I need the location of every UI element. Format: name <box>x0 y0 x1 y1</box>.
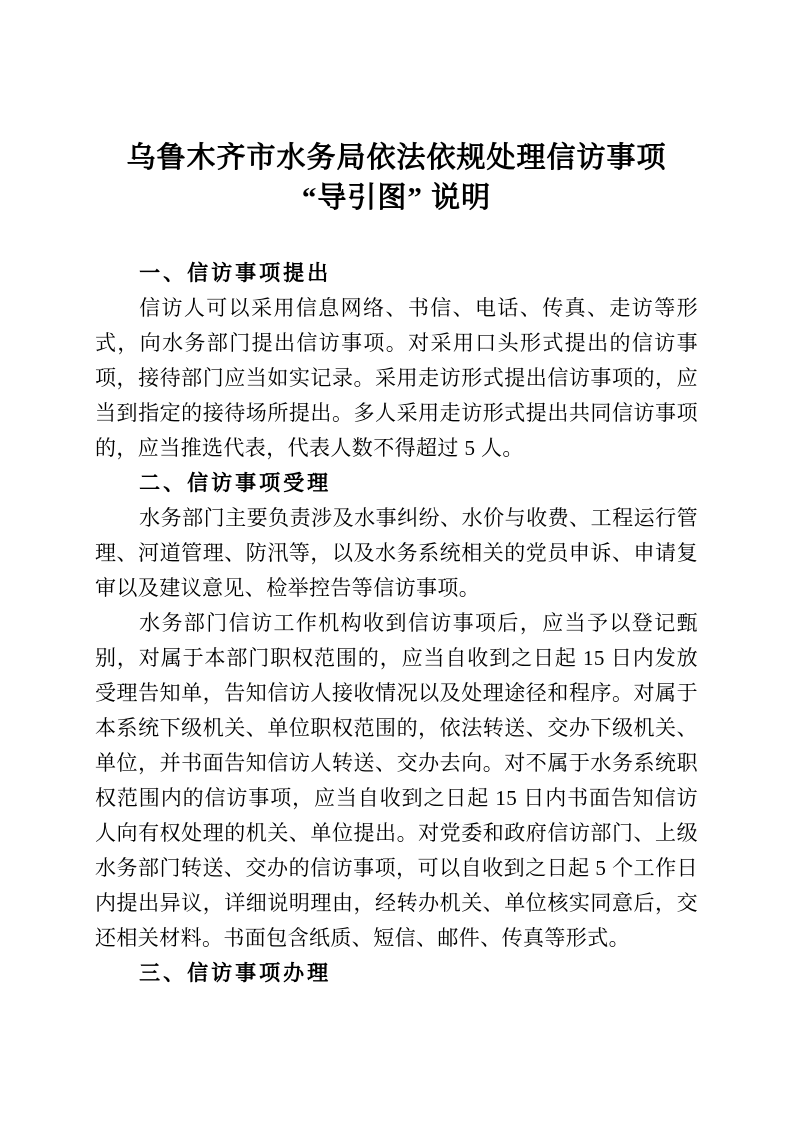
title-line-1: 乌鲁木齐市水务局依法依规处理信访事项 <box>126 142 667 174</box>
section-heading-3: 三、信访事项办理 <box>139 962 332 985</box>
body-paragraph: 信访人可以采用信息网络、书信、电话、传真、走访等形式，向水务部门提出信访事项。对采用口头形式提出的信访事项，接待部门应当如实记录。采用走访形式提出信访事项的，应当到指定的接待场所提出。多人采用走访形式提出共同信访事项的，应当推选代表，代表人数不得超过 5 人。 <box>95 296 698 460</box>
section-heading-2: 二、信访事项受理 <box>139 472 332 495</box>
body-paragraph: 水务部门主要负责涉及水事纠纷、水价与收费、工程运行管理、河道管理、防汛等，以及水务系统相关的党员申诉、申请复审以及建议意见、检举控告等信访事项。 <box>95 506 698 600</box>
document-body <box>95 256 698 991</box>
document-title <box>95 138 698 218</box>
body-paragraph: 水务部门信访工作机构收到信访事项后，应当予以登记甄别，对属于本部门职权范围的，应当自收到之日起 15 日内发放受理告知单，告知信访人接收情况以及处理途径和程序。对属于本系统下级机关、单位职权范围的，依法转送、交办下级机关、单位，并书面告知信访人转送、交办去向。对不属于水务系统职权范围内的信访事项，应当自收到之日起 15 日内书面告知信访人向有权处理的机关、单位提出。对党委和政府信访部门、上级水务部门转送、交办的信访事项，可以自收到之日起 5 个工作日内提出异议，详细说明理由，经转办机关、单位核实同意后，交还相关材料。书面包含纸质、短信、邮件、传真等形式。 <box>95 611 698 950</box>
title-line-2: “导引图” 说明 <box>301 182 492 214</box>
section-heading-1: 一、信访事项提出 <box>139 262 332 285</box>
